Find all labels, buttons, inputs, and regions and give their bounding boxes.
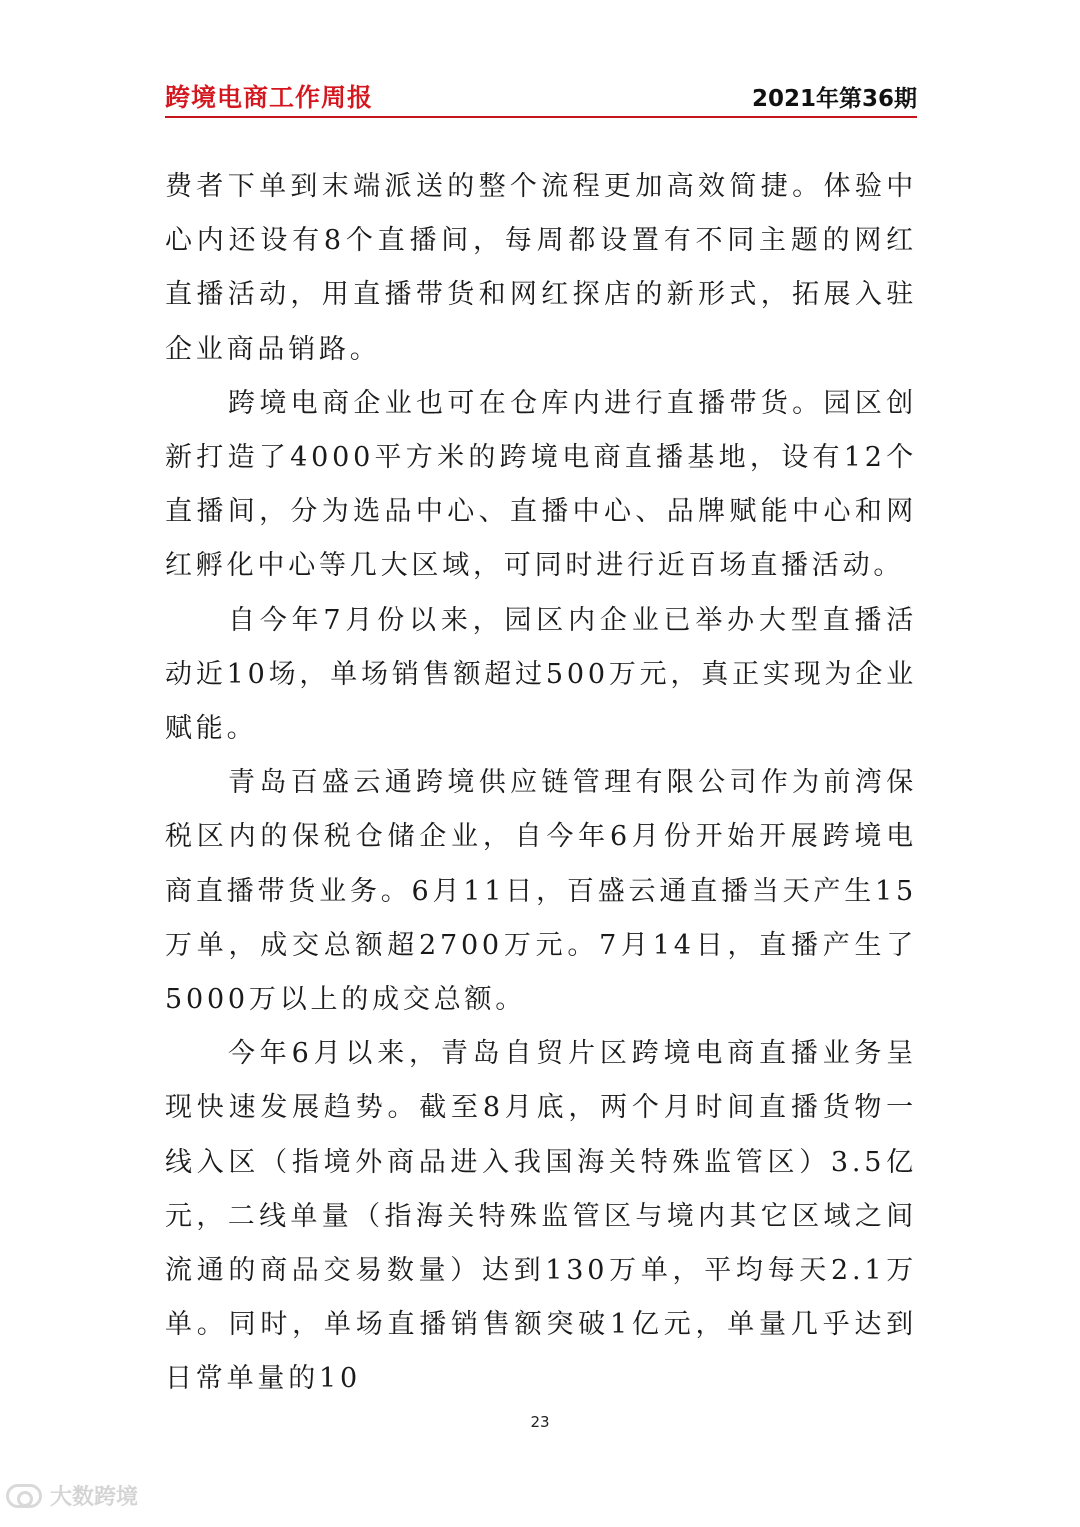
- brand-logo-icon: [6, 1484, 42, 1508]
- article-body: [165, 160, 917, 1407]
- issue-number: 2021年第36期: [751, 85, 917, 112]
- watermark-text: 大数跨境: [50, 1485, 139, 1510]
- page-header: [165, 76, 917, 118]
- paragraph-2: 跨境电商企业也可在仓库内进行直播带货。园区创新打造了4000平方米的跨境电商直播基地，设有12个直播间，分为选品中心、直播中心、品牌赋能中心和网红孵化中心等几大区域，可同时进行近百场直播活动。: [165, 387, 917, 582]
- paragraph-5: 今年6月以来，青岛自贸片区跨境电商直播业务呈现快速发展趋势。截至8月底，两个月时间直播货物一线入区（指境外商品进入我国海关特殊监管区）3.5亿元，二线单量（指海关特殊监管区与境内其它区域之间流通的商品交易数量）达到130万单，平均每天2.1万单。同时，单场直播销售额突破1亿元，单量几乎达到日常单量的10: [165, 1038, 917, 1395]
- paragraph-4: 青岛百盛云通跨境供应链管理有限公司作为前湾保税区内的保税仓储企业，自今年6月份开始开展跨境电商直播带货业务。6月11日，百盛云通直播当天产生15万单，成交总额超2700万元。7月14日，直播产生了5000万以上的成交总额。: [165, 767, 917, 1016]
- paragraph-3: 自今年7月份以来，园区内企业已举办大型直播活动近10场，单场销售额超过500万元，真正实现为企业赋能。: [165, 604, 917, 745]
- watermark: [6, 1480, 138, 1511]
- page-number: 23: [530, 1413, 550, 1431]
- report-title: 跨境电商工作周报: [165, 83, 374, 112]
- paragraph-1: 费者下单到末端派送的整个流程更加高效简捷。体验中心内还设有8个直播间，每周都设置有不同主题的网红直播活动，用直播带货和网红探店的新形式，拓展入驻企业商品销路。: [165, 171, 917, 365]
